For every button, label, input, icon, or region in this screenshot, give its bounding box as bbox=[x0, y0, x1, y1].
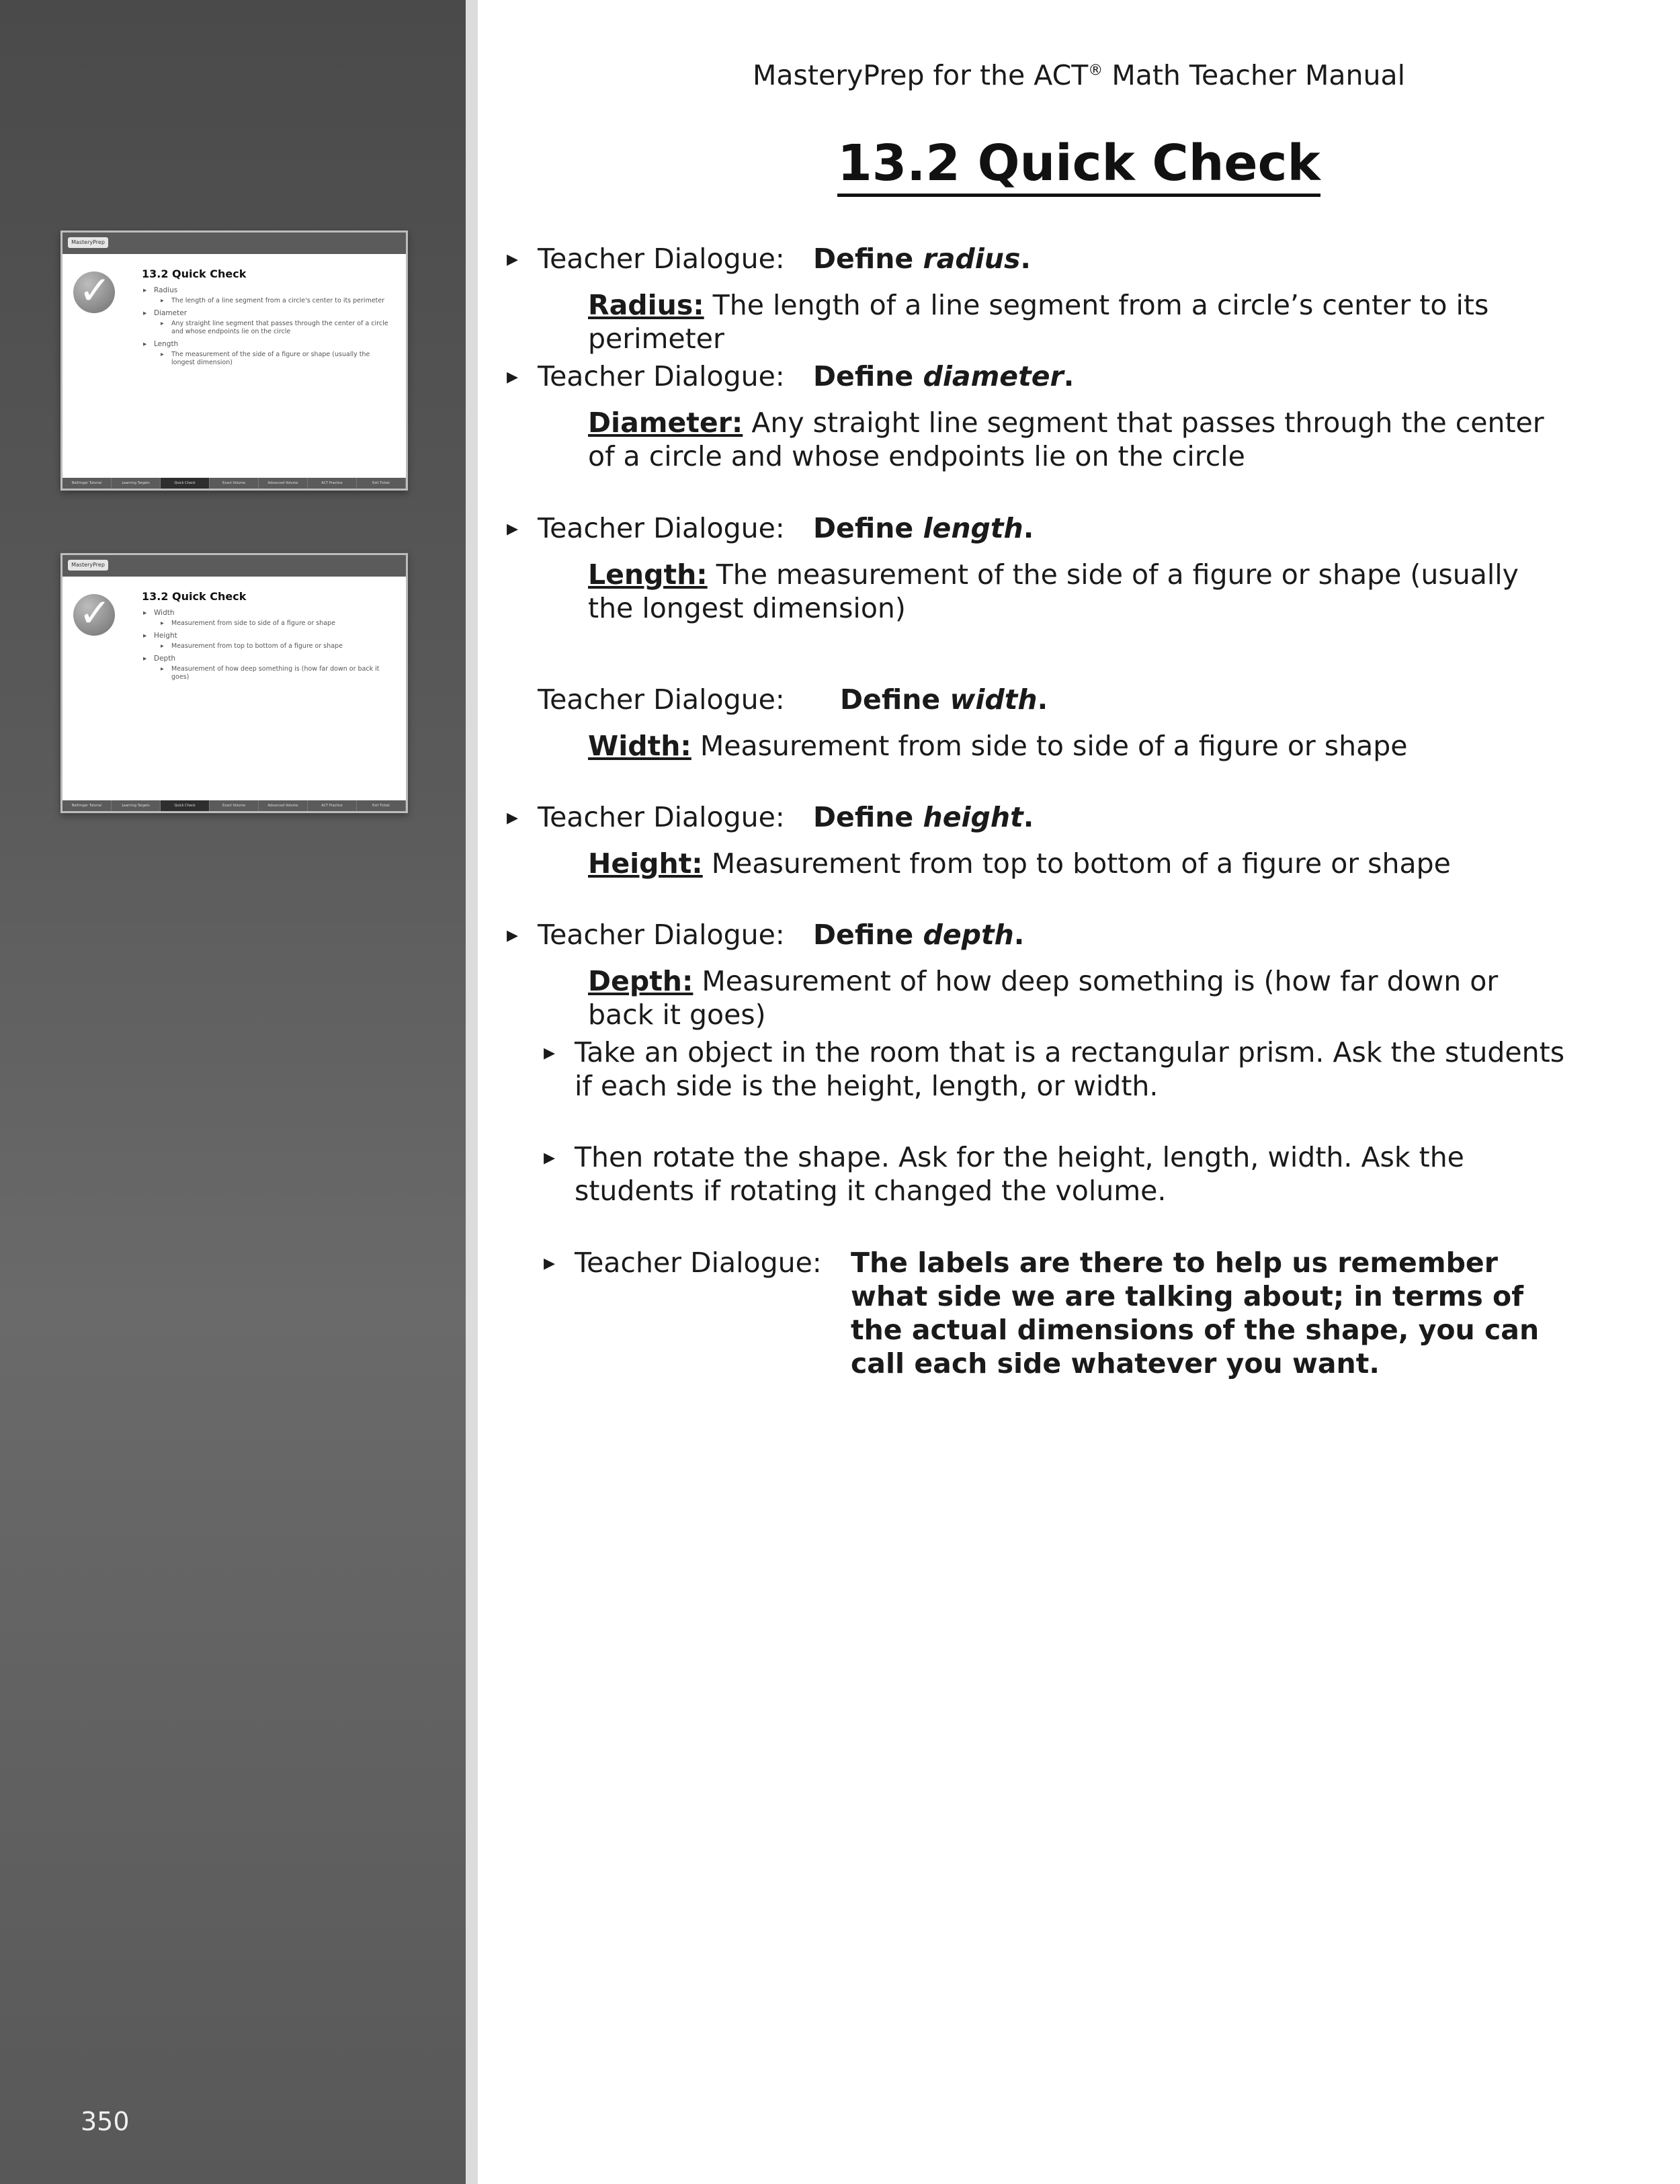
slide-header-bar bbox=[62, 555, 406, 577]
slide-thumbnail-2 bbox=[60, 553, 408, 813]
dialogue-label: Teacher Dialogue: bbox=[538, 360, 785, 392]
definition-text: Any straight line segment that passes through the center of a circle and whose endpoints lie on the circle bbox=[588, 407, 1544, 472]
define-prefix: Define bbox=[813, 243, 923, 275]
instruction-text: Then rotate the shape. Ask for the height, length, width. Ask the students if rotating it changed the volume. bbox=[575, 1141, 1464, 1207]
final-dialogue-text: The labels are there to help us remember what side we are talking about; in terms of the actual dimensions of the shape, you can call each side whatever you want. bbox=[851, 1247, 1540, 1380]
dialogue-label: Teacher Dialogue: bbox=[538, 919, 785, 951]
slide-bullet: ▸ Depth bbox=[142, 655, 390, 663]
slide-bullet: ▸ Height bbox=[142, 632, 390, 640]
definition-height bbox=[588, 847, 1562, 880]
dialogue-label: Teacher Dialogue: bbox=[538, 683, 785, 716]
header-prefix: MasteryPrep for the ACT bbox=[753, 59, 1089, 91]
define-prefix: Define bbox=[813, 512, 923, 544]
definition-text: Measurement of how deep something is (how far down or back it goes) bbox=[588, 965, 1499, 1031]
definition-term: Diameter: bbox=[588, 407, 743, 439]
definition-diameter bbox=[588, 406, 1562, 473]
instruction-item bbox=[575, 1036, 1569, 1103]
definition-term: Width: bbox=[588, 730, 691, 762]
definition-depth bbox=[588, 964, 1562, 1032]
slide-nav-item: Exact Volume bbox=[210, 800, 259, 811]
dialogue-diameter: ▸ Teacher Dialogue: Define diameter. bbox=[538, 360, 1586, 393]
slide-nav-item: Exact Volume bbox=[210, 478, 259, 489]
definition-radius bbox=[588, 288, 1562, 355]
sidebar bbox=[0, 0, 466, 2184]
slide-sub-bullet: ▸ The measurement of the side of a figure or shape (usually the longest dimension) bbox=[142, 351, 390, 367]
define-prefix: Define bbox=[840, 683, 950, 716]
slide-nav-bar bbox=[62, 478, 406, 489]
slide-bullet-list bbox=[142, 609, 390, 685]
instruction-text: Take an object in the room that is a rectangular prism. Ask the students if each side is the height, length, or width. bbox=[575, 1036, 1565, 1102]
define-word: diameter bbox=[923, 360, 1064, 392]
header-suffix: Math Teacher Manual bbox=[1103, 59, 1405, 91]
dialogue-depth: ▸ Teacher Dialogue: Define depth. bbox=[538, 918, 1586, 952]
slide-header-bar bbox=[62, 233, 406, 254]
dialogue-width: Teacher Dialogue: Define width. bbox=[538, 683, 1048, 716]
dialogue-label: Teacher Dialogue: bbox=[538, 512, 785, 544]
slide-title: 13.2 Quick Check bbox=[142, 590, 247, 603]
page-title-text: 13.2 Quick Check bbox=[837, 134, 1320, 197]
page-number: 350 bbox=[81, 2107, 130, 2136]
slide-nav-item: Advanced Volume bbox=[259, 478, 308, 489]
dialogue-label: Teacher Dialogue: bbox=[538, 243, 785, 275]
definition-term: Height: bbox=[588, 847, 703, 880]
slide-nav-item: Bellringer Tutorial bbox=[62, 478, 112, 489]
define-prefix: Define bbox=[813, 919, 923, 951]
slide-nav-item: ACT Practice bbox=[308, 800, 357, 811]
slide-bullet-list bbox=[142, 286, 390, 371]
checkmark-icon: ✓ bbox=[73, 271, 115, 313]
slide-nav-item: Learning Targets bbox=[112, 478, 161, 489]
slide-nav-item: Quick Check bbox=[161, 478, 210, 489]
dialogue-label: Teacher Dialogue: bbox=[575, 1247, 822, 1279]
definition-term: Length: bbox=[588, 558, 708, 591]
define-word: depth bbox=[923, 919, 1014, 951]
definition-width bbox=[588, 729, 1562, 763]
slide-sub-bullet: ▸ Measurement from side to side of a figure or shape bbox=[142, 620, 390, 628]
definition-text: The length of a line segment from a circle’s center to its perimeter bbox=[588, 289, 1489, 355]
slide-logo: MasteryPrep bbox=[68, 560, 108, 571]
slide-sub-bullet: ▸ Any straight line segment that passes through the center of a circle and whose endpoints lie on the circle bbox=[142, 320, 390, 336]
dialogue-final bbox=[575, 1246, 843, 1279]
instruction-item bbox=[575, 1140, 1569, 1208]
slide-nav-item: Quick Check bbox=[161, 800, 210, 811]
define-word: radius bbox=[923, 243, 1021, 275]
slide-nav-item: ACT Practice bbox=[308, 478, 357, 489]
dialogue-height: ▸ Teacher Dialogue: Define height. bbox=[538, 800, 1586, 834]
page-title bbox=[478, 134, 1680, 192]
running-header bbox=[478, 59, 1680, 91]
slide-sub-bullet: ▸ Measurement of how deep something is (how far down or back it goes) bbox=[142, 665, 390, 681]
slide-nav-item: Bellringer Tutorial bbox=[62, 800, 112, 811]
slide-logo: MasteryPrep bbox=[68, 237, 108, 248]
slide-bullet: ▸ Radius bbox=[142, 286, 390, 294]
slide-sub-bullet: ▸ Measurement from top to bottom of a figure or shape bbox=[142, 642, 390, 650]
slide-nav-item: Advanced Volume bbox=[259, 800, 308, 811]
definition-length bbox=[588, 558, 1562, 625]
slide-nav-item: Exit Ticket bbox=[357, 800, 406, 811]
checkmark-icon: ✓ bbox=[73, 594, 115, 636]
slide-bullet: ▸ Width bbox=[142, 609, 390, 617]
slide-nav-bar bbox=[62, 800, 406, 811]
slide-title: 13.2 Quick Check bbox=[142, 267, 247, 280]
dialogue-label: Teacher Dialogue: bbox=[538, 801, 785, 833]
slide-bullet: ▸ Diameter bbox=[142, 309, 390, 317]
definition-text: The measurement of the side of a figure or shape (usually the longest dimension) bbox=[588, 558, 1519, 624]
registered-mark: ® bbox=[1088, 62, 1103, 79]
slide-bullet: ▸ Length bbox=[142, 340, 390, 348]
slide-nav-item: Learning Targets bbox=[112, 800, 161, 811]
dialogue-length: ▸ Teacher Dialogue: Define length. bbox=[538, 511, 1586, 545]
definition-text: Measurement from top to bottom of a figure or shape bbox=[702, 847, 1451, 880]
define-prefix: Define bbox=[813, 801, 923, 833]
define-word: height bbox=[923, 801, 1023, 833]
definition-text: Measurement from side to side of a figure or shape bbox=[691, 730, 1408, 762]
page-gutter bbox=[466, 0, 478, 2184]
slide-sub-bullet: ▸ The length of a line segment from a circle's center to its perimeter bbox=[142, 297, 390, 305]
slide-nav-item: Exit Ticket bbox=[357, 478, 406, 489]
define-word: width bbox=[950, 683, 1038, 716]
define-word: length bbox=[923, 512, 1023, 544]
slide-thumbnail-1 bbox=[60, 230, 408, 491]
definition-term: Radius: bbox=[588, 289, 704, 321]
define-prefix: Define bbox=[813, 360, 923, 392]
dialogue-radius: ▸ Teacher Dialogue: Define radius. bbox=[538, 242, 1586, 276]
definition-term: Depth: bbox=[588, 965, 694, 997]
